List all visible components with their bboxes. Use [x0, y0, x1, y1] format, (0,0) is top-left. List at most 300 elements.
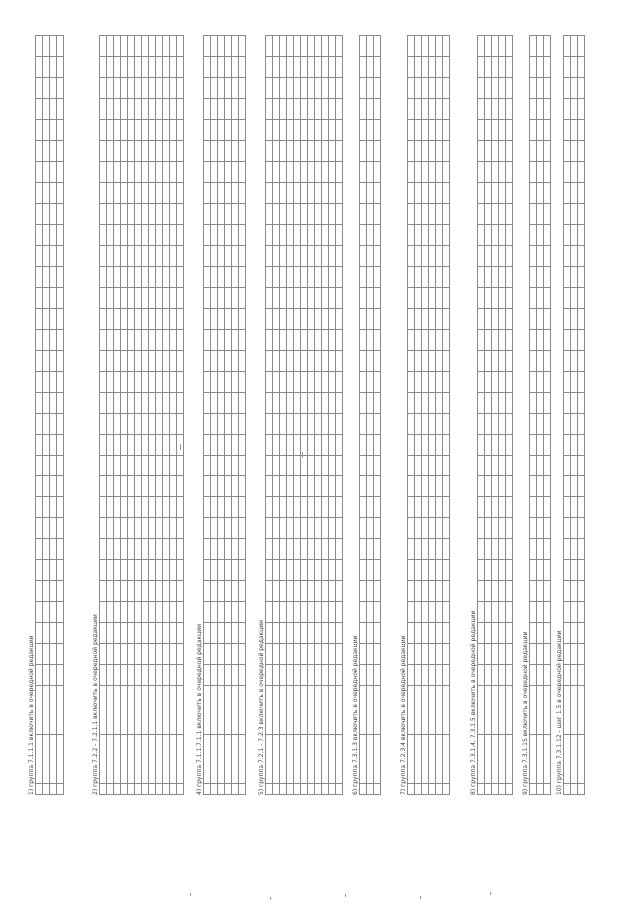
- table-cell: [571, 308, 578, 329]
- table-cell: [135, 581, 142, 602]
- table-cell: [43, 99, 50, 120]
- table-cell: [315, 539, 322, 560]
- table-cell: [170, 141, 177, 162]
- table-cell: [578, 644, 585, 665]
- table-cell: [530, 225, 537, 246]
- table-cell: [177, 371, 184, 392]
- table-cell: [485, 162, 492, 183]
- table-cell: [429, 245, 436, 266]
- table-cell: [315, 784, 322, 795]
- table-cell: [50, 183, 57, 204]
- table-cell: [50, 686, 57, 735]
- table-cell: [530, 371, 537, 392]
- table-cell: [218, 183, 225, 204]
- table-cell: [156, 497, 163, 518]
- table-cell: [266, 784, 273, 795]
- table-cell: [204, 162, 211, 183]
- table-cell: [478, 644, 485, 665]
- table-cell: [121, 329, 128, 350]
- table-cell: [204, 623, 211, 644]
- table-cell: [374, 99, 381, 120]
- table-row: [429, 36, 436, 795]
- table-cell: [322, 665, 329, 686]
- table-cell: [170, 245, 177, 266]
- table-cell: [571, 183, 578, 204]
- table-cell: [142, 141, 149, 162]
- table-cell: [415, 539, 422, 560]
- table-cell: [571, 204, 578, 225]
- table-cell: [294, 413, 301, 434]
- table-cell: [544, 225, 551, 246]
- table-cell: [436, 36, 443, 57]
- table-cell: [36, 623, 43, 644]
- table-cell: [374, 371, 381, 392]
- table-cell: [537, 183, 544, 204]
- table-cell: [50, 57, 57, 78]
- table-cell: [492, 665, 499, 686]
- table-cell: [177, 99, 184, 120]
- table-cell: [57, 539, 64, 560]
- table-cell: [211, 204, 218, 225]
- table-cell: [492, 371, 499, 392]
- table-cell: [408, 266, 415, 287]
- table-cell: [564, 225, 571, 246]
- table-cell: [506, 497, 513, 518]
- table-cell: [273, 350, 280, 371]
- table-cell: [177, 245, 184, 266]
- table-cell: [571, 36, 578, 57]
- table-cell: [571, 497, 578, 518]
- table-cell: [415, 518, 422, 539]
- table-cell: [177, 308, 184, 329]
- table-cell: [128, 120, 135, 141]
- table-cell: [360, 183, 367, 204]
- table-cell: [436, 141, 443, 162]
- table-cell: [128, 784, 135, 795]
- table-cell: [100, 665, 107, 686]
- table-cell: [571, 518, 578, 539]
- table-cell: [232, 665, 239, 686]
- table-cell: [506, 204, 513, 225]
- table-cell: [287, 266, 294, 287]
- table-cell: [537, 225, 544, 246]
- table-cell: [232, 735, 239, 784]
- table-row: [211, 36, 218, 795]
- table-cell: [544, 162, 551, 183]
- table-cell: [43, 735, 50, 784]
- table-cell: [156, 518, 163, 539]
- table-cell: [142, 665, 149, 686]
- table-cell: [50, 623, 57, 644]
- table-cell: [485, 225, 492, 246]
- table-cell: [225, 162, 232, 183]
- table-cell: [478, 602, 485, 623]
- table-cell: [287, 539, 294, 560]
- table-group-6: [400, 35, 450, 795]
- table-cell: [100, 245, 107, 266]
- table-cell: [578, 36, 585, 57]
- table-cell: [121, 686, 128, 735]
- table-cell: [506, 78, 513, 99]
- table-cell: [156, 602, 163, 623]
- table-cell: [408, 560, 415, 581]
- table-cell: [211, 392, 218, 413]
- table-cell: [280, 204, 287, 225]
- table-cell: [492, 329, 499, 350]
- table-cell: [374, 308, 381, 329]
- table-cell: [485, 644, 492, 665]
- table-cell: [530, 204, 537, 225]
- table-cell: [149, 665, 156, 686]
- table-cell: [149, 57, 156, 78]
- table-cell: [336, 434, 343, 455]
- table-cell: [308, 57, 315, 78]
- table-cell: [315, 99, 322, 120]
- table-cell: [308, 455, 315, 476]
- table-cell: [142, 350, 149, 371]
- table-cell: [135, 455, 142, 476]
- table-cell: [287, 686, 294, 735]
- table-cell: [287, 735, 294, 784]
- table-cell: [156, 329, 163, 350]
- table-cell: [422, 287, 429, 308]
- table-cell: [537, 204, 544, 225]
- table-cell: [315, 204, 322, 225]
- table-cell: [485, 518, 492, 539]
- table-cell: [142, 36, 149, 57]
- table-cell: [485, 329, 492, 350]
- table-cell: [367, 644, 374, 665]
- table-cell: [374, 686, 381, 735]
- table-cell: [163, 329, 170, 350]
- table-cell: [163, 36, 170, 57]
- table-cell: [135, 36, 142, 57]
- table-cell: [163, 57, 170, 78]
- table-cell: [107, 476, 114, 497]
- table-cell: [218, 99, 225, 120]
- table-cell: [287, 581, 294, 602]
- table-cell: [443, 455, 450, 476]
- table-cell: [280, 36, 287, 57]
- table-cell: [429, 623, 436, 644]
- table-cell: [128, 686, 135, 735]
- table-cell: [280, 350, 287, 371]
- table-cell: [308, 183, 315, 204]
- table-cell: [499, 413, 506, 434]
- table-cell: [336, 518, 343, 539]
- table-cell: [367, 518, 374, 539]
- table-cell: [121, 539, 128, 560]
- table-cell: [266, 204, 273, 225]
- table-cell: [266, 120, 273, 141]
- table-cell: [239, 735, 246, 784]
- table-row: [128, 36, 135, 795]
- table-cell: [36, 665, 43, 686]
- group-6-title: 7) группа 7.2.3.4 включить в очередной редакции: [400, 635, 407, 795]
- table-cell: [322, 784, 329, 795]
- table-cell: [443, 266, 450, 287]
- table-cell: [360, 602, 367, 623]
- table-cell: [336, 560, 343, 581]
- table-cell: [506, 371, 513, 392]
- table-cell: [492, 141, 499, 162]
- table-row: [422, 36, 429, 795]
- table-cell: [544, 308, 551, 329]
- table-cell: [149, 644, 156, 665]
- table-cell: [163, 99, 170, 120]
- table-cell: [436, 287, 443, 308]
- table-cell: [57, 371, 64, 392]
- table-cell: [232, 78, 239, 99]
- table-cell: [204, 204, 211, 225]
- table-row: [443, 36, 450, 795]
- table-cell: [492, 245, 499, 266]
- table-cell: [273, 735, 280, 784]
- table-cell: [100, 784, 107, 795]
- table-cell: [114, 518, 121, 539]
- table-cell: [478, 78, 485, 99]
- table-cell: [429, 266, 436, 287]
- table-cell: [135, 57, 142, 78]
- table-cell: [163, 413, 170, 434]
- table-cell: [415, 413, 422, 434]
- table-cell: [156, 455, 163, 476]
- table-cell: [492, 225, 499, 246]
- table-cell: [211, 78, 218, 99]
- table-cell: [308, 287, 315, 308]
- table-cell: [294, 497, 301, 518]
- table-cell: [443, 78, 450, 99]
- table-cell: [121, 476, 128, 497]
- table-cell: [142, 518, 149, 539]
- table-cell: [280, 57, 287, 78]
- table-cell: [57, 686, 64, 735]
- table-cell: [142, 57, 149, 78]
- table-cell: [121, 36, 128, 57]
- table-cell: [322, 350, 329, 371]
- table-cell: [478, 120, 485, 141]
- table-cell: [374, 560, 381, 581]
- table-cell: [374, 204, 381, 225]
- table-cell: [301, 350, 308, 371]
- table-cell: [564, 57, 571, 78]
- table-cell: [218, 329, 225, 350]
- table-cell: [100, 225, 107, 246]
- table-cell: [530, 120, 537, 141]
- table-cell: [163, 665, 170, 686]
- table-cell: [107, 518, 114, 539]
- table-cell: [367, 287, 374, 308]
- table-cell: [211, 735, 218, 784]
- table-cell: [135, 78, 142, 99]
- table-cell: [280, 623, 287, 644]
- table-cell: [43, 78, 50, 99]
- table-cell: [408, 665, 415, 686]
- table-cell: [266, 371, 273, 392]
- table-cell: [478, 245, 485, 266]
- table-cell: [367, 99, 374, 120]
- table-cell: [211, 644, 218, 665]
- table-cell: [443, 36, 450, 57]
- table-cell: [135, 413, 142, 434]
- table-cell: [156, 581, 163, 602]
- table-cell: [114, 581, 121, 602]
- table-cell: [301, 581, 308, 602]
- table-cell: [266, 518, 273, 539]
- table-cell: [485, 455, 492, 476]
- table-cell: [204, 686, 211, 735]
- table-cell: [266, 665, 273, 686]
- table-row: [170, 36, 177, 795]
- table-cell: [114, 204, 121, 225]
- table-cell: [329, 371, 336, 392]
- table-cell: [478, 36, 485, 57]
- table-cell: [36, 686, 43, 735]
- table-cell: [239, 329, 246, 350]
- table-cell: [544, 57, 551, 78]
- table-cell: [232, 392, 239, 413]
- table-cell: [530, 581, 537, 602]
- table-cell: [211, 183, 218, 204]
- table-cell: [280, 162, 287, 183]
- table-cell: [485, 497, 492, 518]
- table-cell: [287, 99, 294, 120]
- table-cell: [308, 644, 315, 665]
- table-cell: [177, 665, 184, 686]
- table-cell: [163, 602, 170, 623]
- table-row: [336, 36, 343, 795]
- table-cell: [239, 644, 246, 665]
- table-cell: [273, 371, 280, 392]
- table-cell: [571, 476, 578, 497]
- table-cell: [121, 602, 128, 623]
- table-cell: [329, 623, 336, 644]
- table-cell: [308, 162, 315, 183]
- table-cell: [142, 497, 149, 518]
- table-cell: [506, 99, 513, 120]
- table-cell: [422, 266, 429, 287]
- table-cell: [443, 99, 450, 120]
- table-cell: [506, 183, 513, 204]
- table-cell: [436, 581, 443, 602]
- table-cell: [211, 476, 218, 497]
- table-cell: [156, 266, 163, 287]
- table-row: [499, 36, 506, 795]
- table-cell: [100, 162, 107, 183]
- table-cell: [544, 245, 551, 266]
- table-cell: [50, 455, 57, 476]
- table-cell: [273, 434, 280, 455]
- table-cell: [266, 350, 273, 371]
- table-cell: [135, 183, 142, 204]
- table-cell: [114, 560, 121, 581]
- table-cell: [530, 350, 537, 371]
- table-cell: [492, 784, 499, 795]
- table-cell: [294, 581, 301, 602]
- table-cell: [530, 539, 537, 560]
- table-cell: [211, 413, 218, 434]
- table-cell: [530, 413, 537, 434]
- table-cell: [239, 266, 246, 287]
- table-cell: [367, 120, 374, 141]
- table-cell: [564, 245, 571, 266]
- table-cell: [436, 497, 443, 518]
- table-cell: [336, 686, 343, 735]
- table-cell: [499, 784, 506, 795]
- table-cell: [374, 162, 381, 183]
- table-cell: [142, 204, 149, 225]
- table-cell: [443, 413, 450, 434]
- table-cell: [537, 539, 544, 560]
- table-cell: [429, 539, 436, 560]
- table-cell: [135, 476, 142, 497]
- table-cell: [43, 644, 50, 665]
- table-cell: [329, 308, 336, 329]
- table-cell: [360, 434, 367, 455]
- table-cell: [114, 120, 121, 141]
- table-cell: [204, 308, 211, 329]
- table-cell: [266, 623, 273, 644]
- table-cell: [443, 183, 450, 204]
- table-cell: [315, 120, 322, 141]
- table-group-7: [470, 35, 513, 795]
- table-cell: [571, 371, 578, 392]
- table-cell: [564, 518, 571, 539]
- table-cell: [492, 434, 499, 455]
- table-cell: [322, 141, 329, 162]
- table-cell: [308, 329, 315, 350]
- table-cell: [57, 665, 64, 686]
- table-cell: [121, 784, 128, 795]
- table-cell: [149, 371, 156, 392]
- table-group-5: [352, 35, 381, 795]
- table-cell: [308, 581, 315, 602]
- table-cell: [128, 413, 135, 434]
- table-cell: [273, 78, 280, 99]
- scan-mark: [490, 892, 491, 895]
- table-cell: [578, 162, 585, 183]
- table-cell: [287, 245, 294, 266]
- table-cell: [114, 287, 121, 308]
- table-cell: [544, 120, 551, 141]
- table-cell: [336, 497, 343, 518]
- table-cell: [156, 78, 163, 99]
- table-cell: [530, 644, 537, 665]
- table-cell: [114, 350, 121, 371]
- table-cell: [232, 36, 239, 57]
- table-cell: [408, 497, 415, 518]
- table-cell: [287, 518, 294, 539]
- table-cell: [408, 686, 415, 735]
- table-cell: [478, 539, 485, 560]
- table-cell: [415, 686, 422, 735]
- table-cell: [571, 434, 578, 455]
- table-cell: [57, 476, 64, 497]
- table-cell: [408, 581, 415, 602]
- table-cell: [360, 644, 367, 665]
- table-cell: [239, 476, 246, 497]
- table-cell: [492, 539, 499, 560]
- table-cell: [530, 476, 537, 497]
- table-cell: [170, 497, 177, 518]
- table-cell: [322, 623, 329, 644]
- table-cell: [422, 518, 429, 539]
- table-cell: [149, 266, 156, 287]
- table-cell: [329, 784, 336, 795]
- table-cell: [422, 120, 429, 141]
- table-cell: [170, 581, 177, 602]
- table-cell: [239, 560, 246, 581]
